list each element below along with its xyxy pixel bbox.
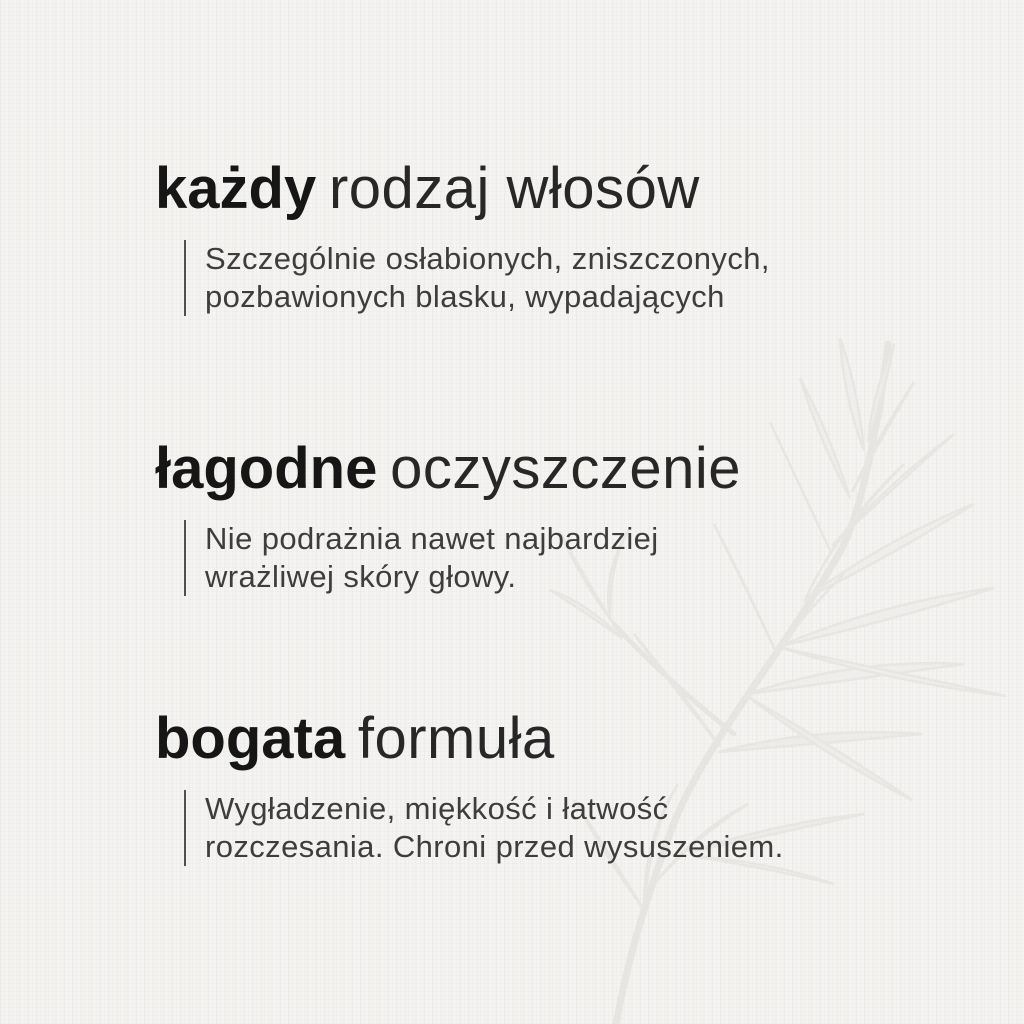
description-line: Wygładzenie, miękkość i łatwość: [205, 791, 669, 826]
section-description: [184, 520, 935, 596]
rosemary-sprig-icon: [540, 330, 1024, 1024]
section-title: [155, 436, 935, 501]
section-title-rest: formuła: [357, 706, 555, 771]
section-description: [184, 790, 935, 866]
section-title-emphasis: łagodne: [155, 436, 378, 501]
feature-section-hair-type: [155, 156, 935, 316]
feature-section-gentle-cleansing: [155, 436, 935, 596]
section-title: [155, 706, 935, 771]
description-line: rozczesania. Chroni przed wysuszeniem.: [205, 829, 784, 864]
feature-section-rich-formula: [155, 706, 935, 866]
section-title-rest: oczyszczenie: [390, 436, 742, 501]
description-line: pozbawionych blasku, wypadających: [205, 279, 725, 314]
section-title-emphasis: bogata: [155, 706, 346, 771]
description-line: wrażliwej skóry głowy.: [205, 559, 517, 594]
section-title-rest: rodzaj włosów: [328, 156, 700, 221]
section-title: [155, 156, 935, 221]
description-line: Nie podrażnia nawet najbardziej: [205, 521, 659, 556]
section-description: [184, 240, 935, 316]
section-title-emphasis: każdy: [155, 156, 317, 221]
description-line: Szczególnie osłabionych, zniszczonych,: [205, 241, 770, 276]
